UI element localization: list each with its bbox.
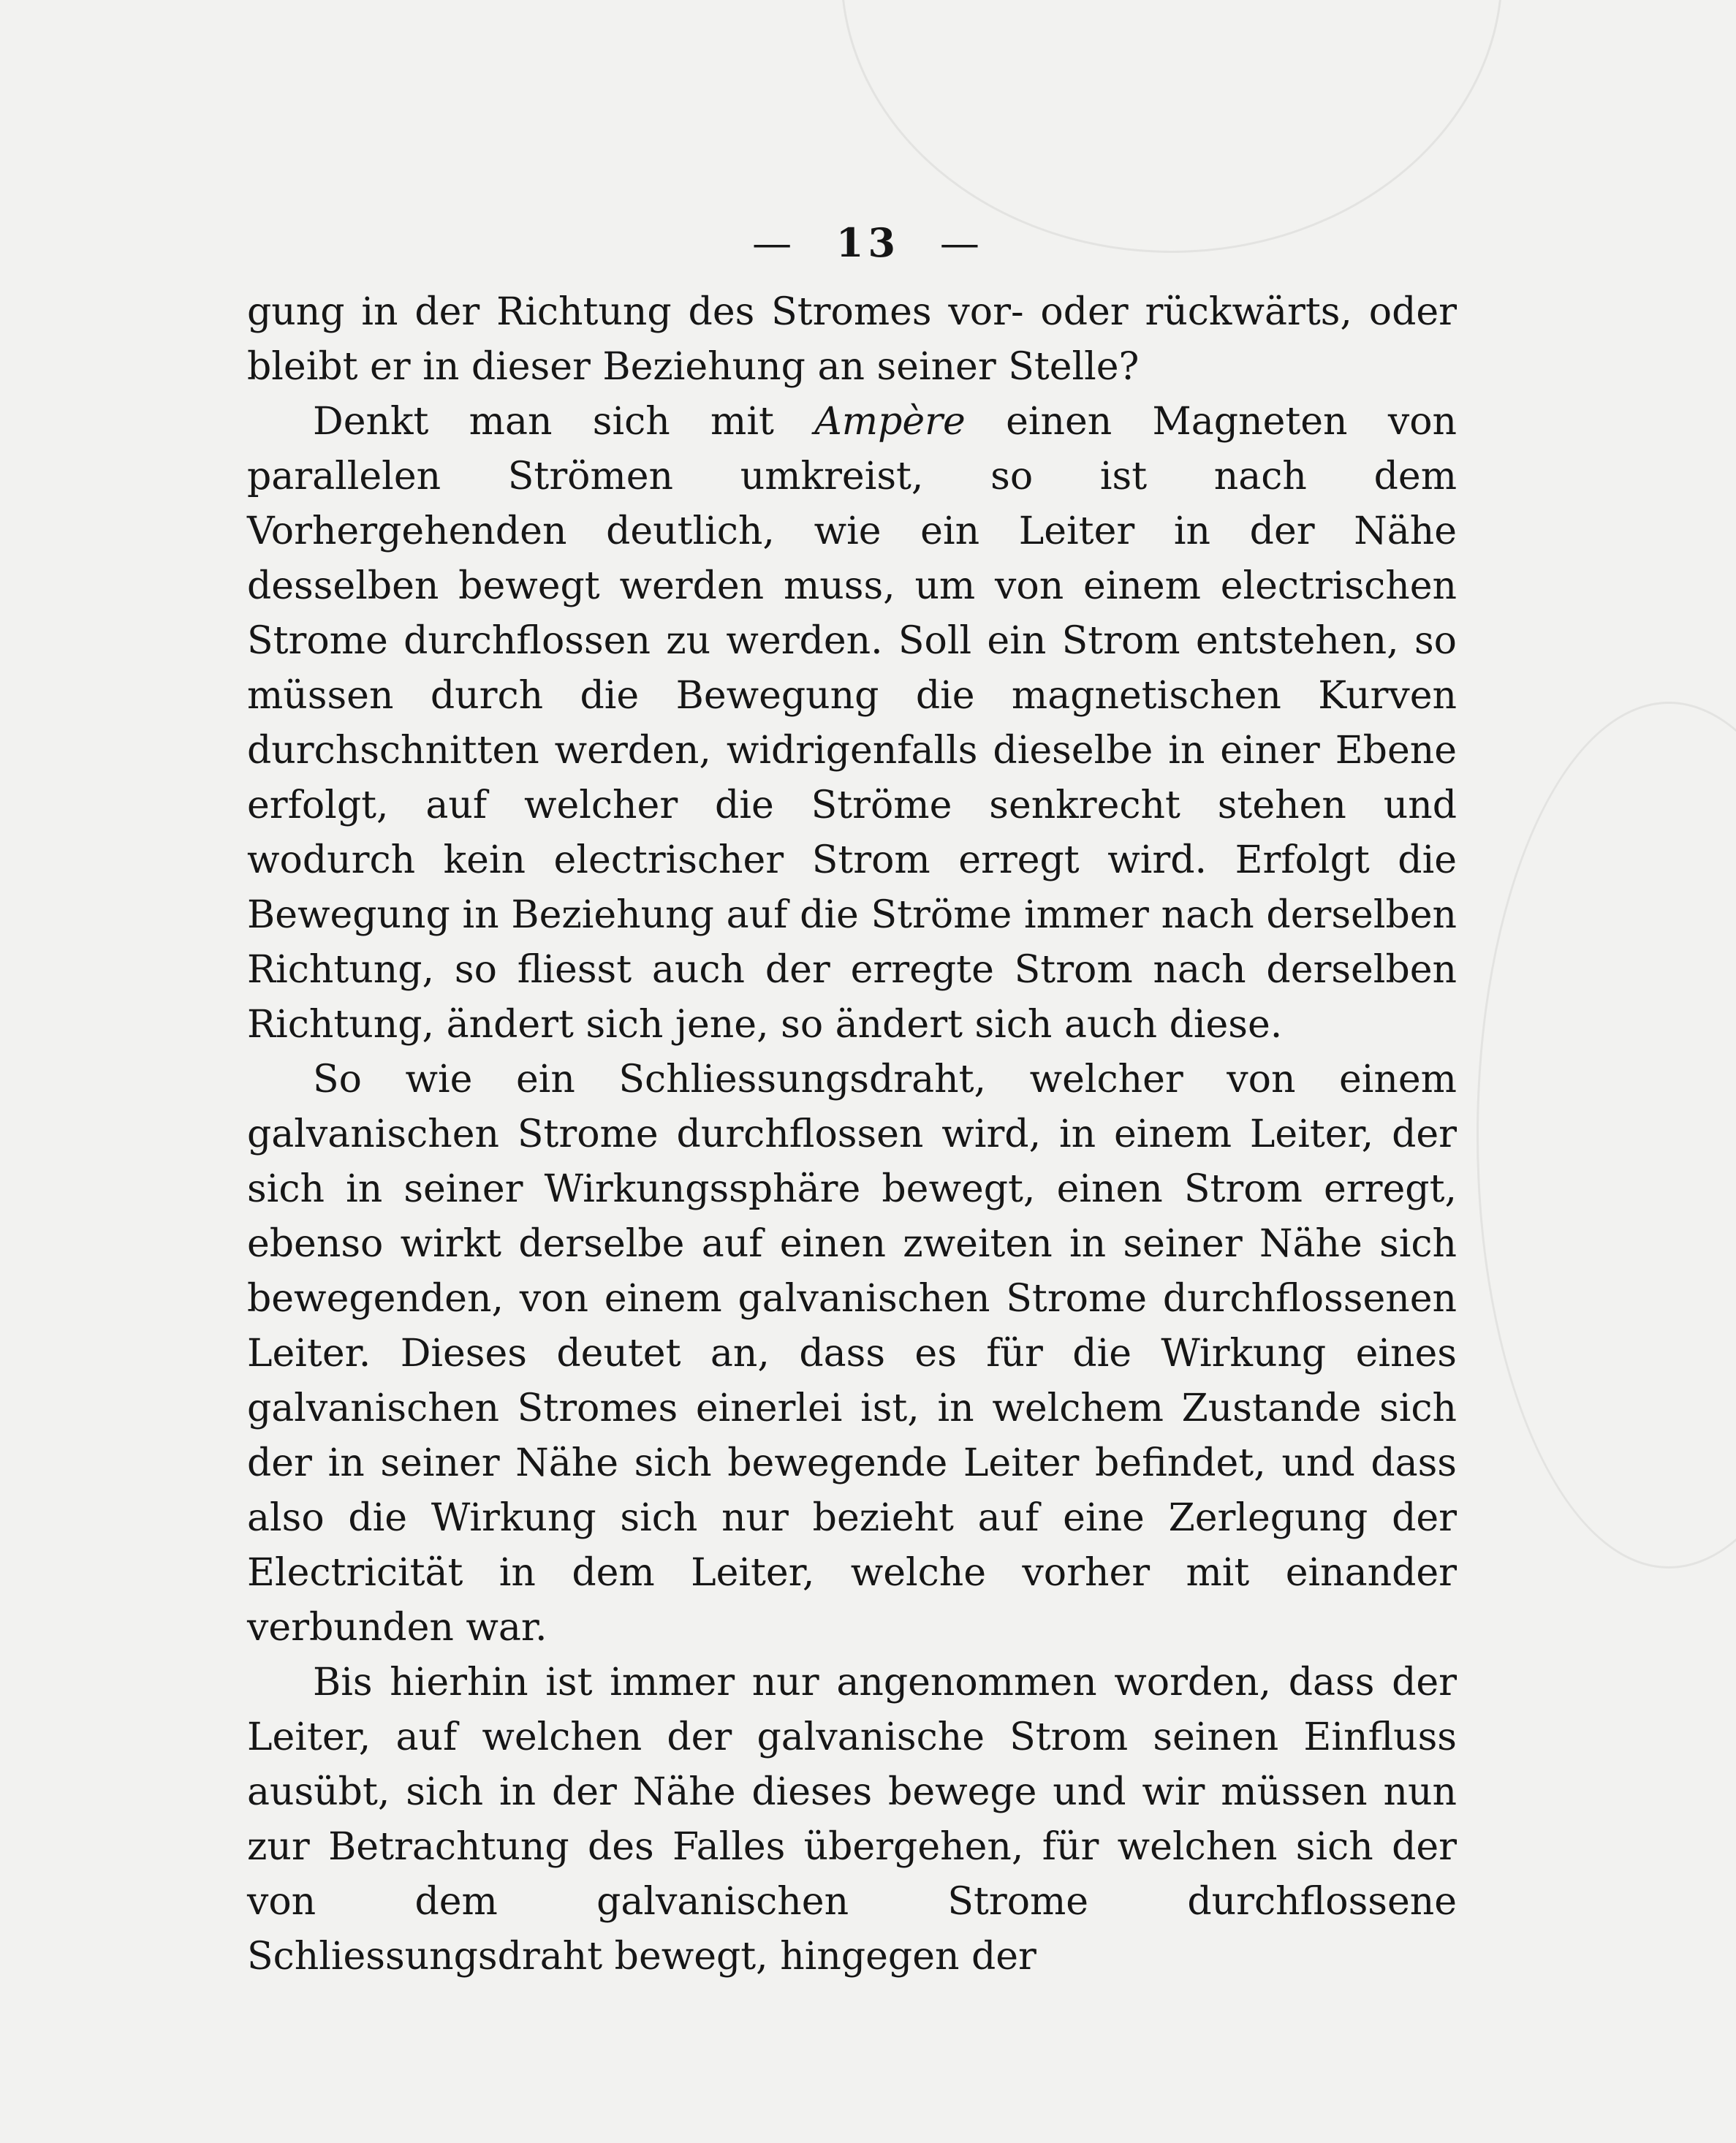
header-left-dash: — [752,220,797,266]
author-name-ampere: Ampère [814,400,966,444]
page-header [0,219,1736,266]
body-text [247,285,1457,1984]
water-stain-right [1477,702,1736,1569]
paragraph-4: Bis hierhin ist immer nur angenommen worden, dass der Leiter, auf welchen der galvanische Strom seinen Einfluss ausübt, sich in der Nähe dieses bewege und wir müssen nun zur Betrachtung des Falles übergehen, für welchen sich der von dem galvanischen Strome durchflossene Schliessungsdraht bewegt, hingegen der [247,1661,1457,1979]
paragraph-2 [247,395,1457,1052]
water-stain-top [841,0,1503,253]
page-number: 13 [835,219,901,266]
header-right-dash: — [939,220,984,266]
paragraph-3: So wie ein Schliessungsdraht, welcher von einem galvanischen Strome durchflossen wird, in einem Leiter, der sich in seiner Wirkungssphäre bewegt, einen Strom erregt, ebenso wirkt derselbe auf einen zweiten in seiner Nähe sich bewegenden, von einem galvanischen Strome durchflossenen Leiter. Dieses deutet an, dass es für die Wirkung eines galvanischen Stromes einerlei ist, in welchem Zustande sich der in seiner Nähe sich bewegende Leiter befindet, und dass also die Wirkung sich nur bezieht auf eine Zerlegung der Electricität in dem Leiter, welche vorher mit einander verbunden war. [247,1058,1457,1650]
paragraph-2-rest: einen Magneten von parallelen Strömen umkreist, so ist nach dem Vorhergehenden deutlich, wie ein Leiter in der Nähe desselben bewegt werden muss, um von einem electrischen Strome durchflossen zu werden. Soll ein Strom entstehen, so müssen durch die Bewegung die magnetischen Kurven durchschnitten werden, widrigenfalls dieselbe in einer Ebene erfolgt, auf welcher die Ströme senkrecht stehen und wodurch kein electrischer Strom erregt wird. Erfolgt die Bewegung in Beziehung auf die Ströme immer nach derselben Richtung, so fliesst auch der erregte Strom nach derselben Richtung, ändert sich jene, so ändert sich auch diese. [247,400,1457,1047]
paragraph-1: gung in der Richtung des Stromes vor- oder rückwärts, oder bleibt er in dieser Beziehung an seiner Stelle? [247,290,1457,389]
paragraph-2-start: Denkt man sich mit [313,400,815,444]
